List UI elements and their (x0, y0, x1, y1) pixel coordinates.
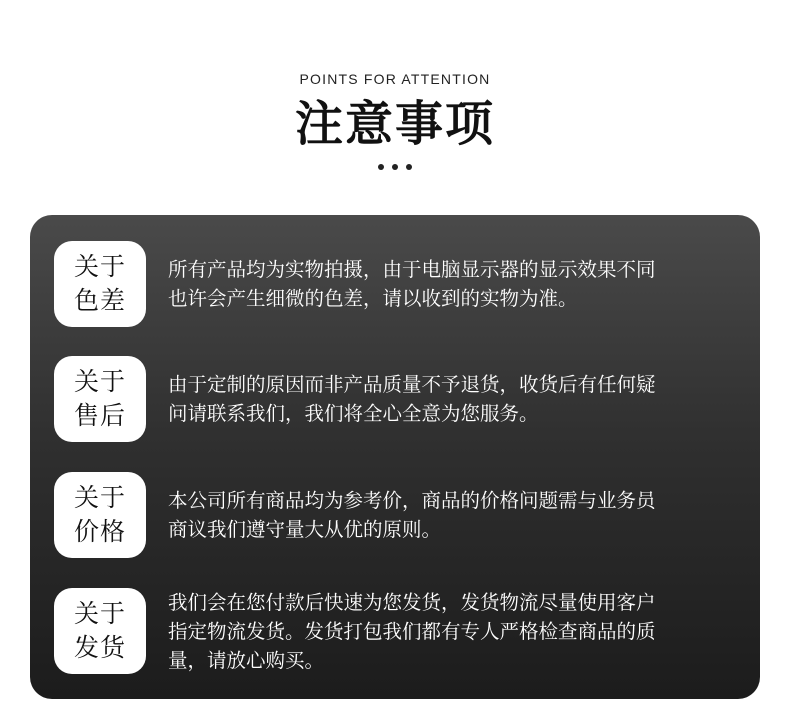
badge-label-line1: 关于 (73, 599, 126, 628)
notice-text-line: 问请联系我们，我们将全心全意为您服务。 (168, 402, 539, 425)
badge-label-line1: 关于 (73, 367, 126, 396)
notice-text (168, 255, 742, 313)
notice-text (168, 588, 742, 675)
page-title: 注意事项 (294, 96, 495, 152)
notice-text (168, 370, 742, 428)
dot-icon (406, 164, 412, 170)
notice-text-line: 本公司所有商品均为参考价，商品的价格问题需与业务员 (168, 489, 656, 512)
notice-price (30, 472, 760, 572)
notice-text-line: 所有产品均为实物拍摄，由于电脑显示器的显示效果不同 (168, 258, 656, 281)
notice-text-line: 也许会产生细微的色差，请以收到的实物为准。 (168, 287, 578, 310)
page-subtitle: POINTS FOR ATTENTION (299, 71, 491, 87)
badge-label-line2: 发货 (73, 633, 126, 662)
badge-label-line1: 关于 (73, 252, 126, 281)
notice-text-line: 我们会在您付款后快速为您发货，发货物流尽量使用客户 (168, 591, 656, 614)
notice-shipping (30, 588, 760, 688)
notice-text-line: 由于定制的原因而非产品质量不予退货，收货后有任何疑 (168, 373, 656, 396)
dot-icon (378, 164, 384, 170)
notice-badge (54, 588, 146, 674)
notice-panel (30, 215, 760, 699)
badge-label-line2: 售后 (73, 401, 126, 430)
notice-badge (54, 241, 146, 327)
notice-text-line: 量，请放心购买。 (168, 649, 325, 672)
notice-text-line: 商议我们遵守量大从优的原则。 (168, 518, 442, 541)
header (0, 0, 790, 200)
decorative-dots (0, 164, 790, 170)
dot-icon (392, 164, 398, 170)
badge-label-line2: 价格 (73, 517, 126, 546)
notice-text-line: 指定物流发货。发货打包我们都有专人严格检查商品的质 (168, 620, 656, 643)
notice-text (168, 486, 742, 544)
notice-badge (54, 356, 146, 442)
notice-after-sales (30, 356, 760, 456)
badge-label-line1: 关于 (73, 483, 126, 512)
badge-label-line2: 色差 (73, 286, 126, 315)
notice-color-difference (30, 241, 760, 341)
notice-badge (54, 472, 146, 558)
